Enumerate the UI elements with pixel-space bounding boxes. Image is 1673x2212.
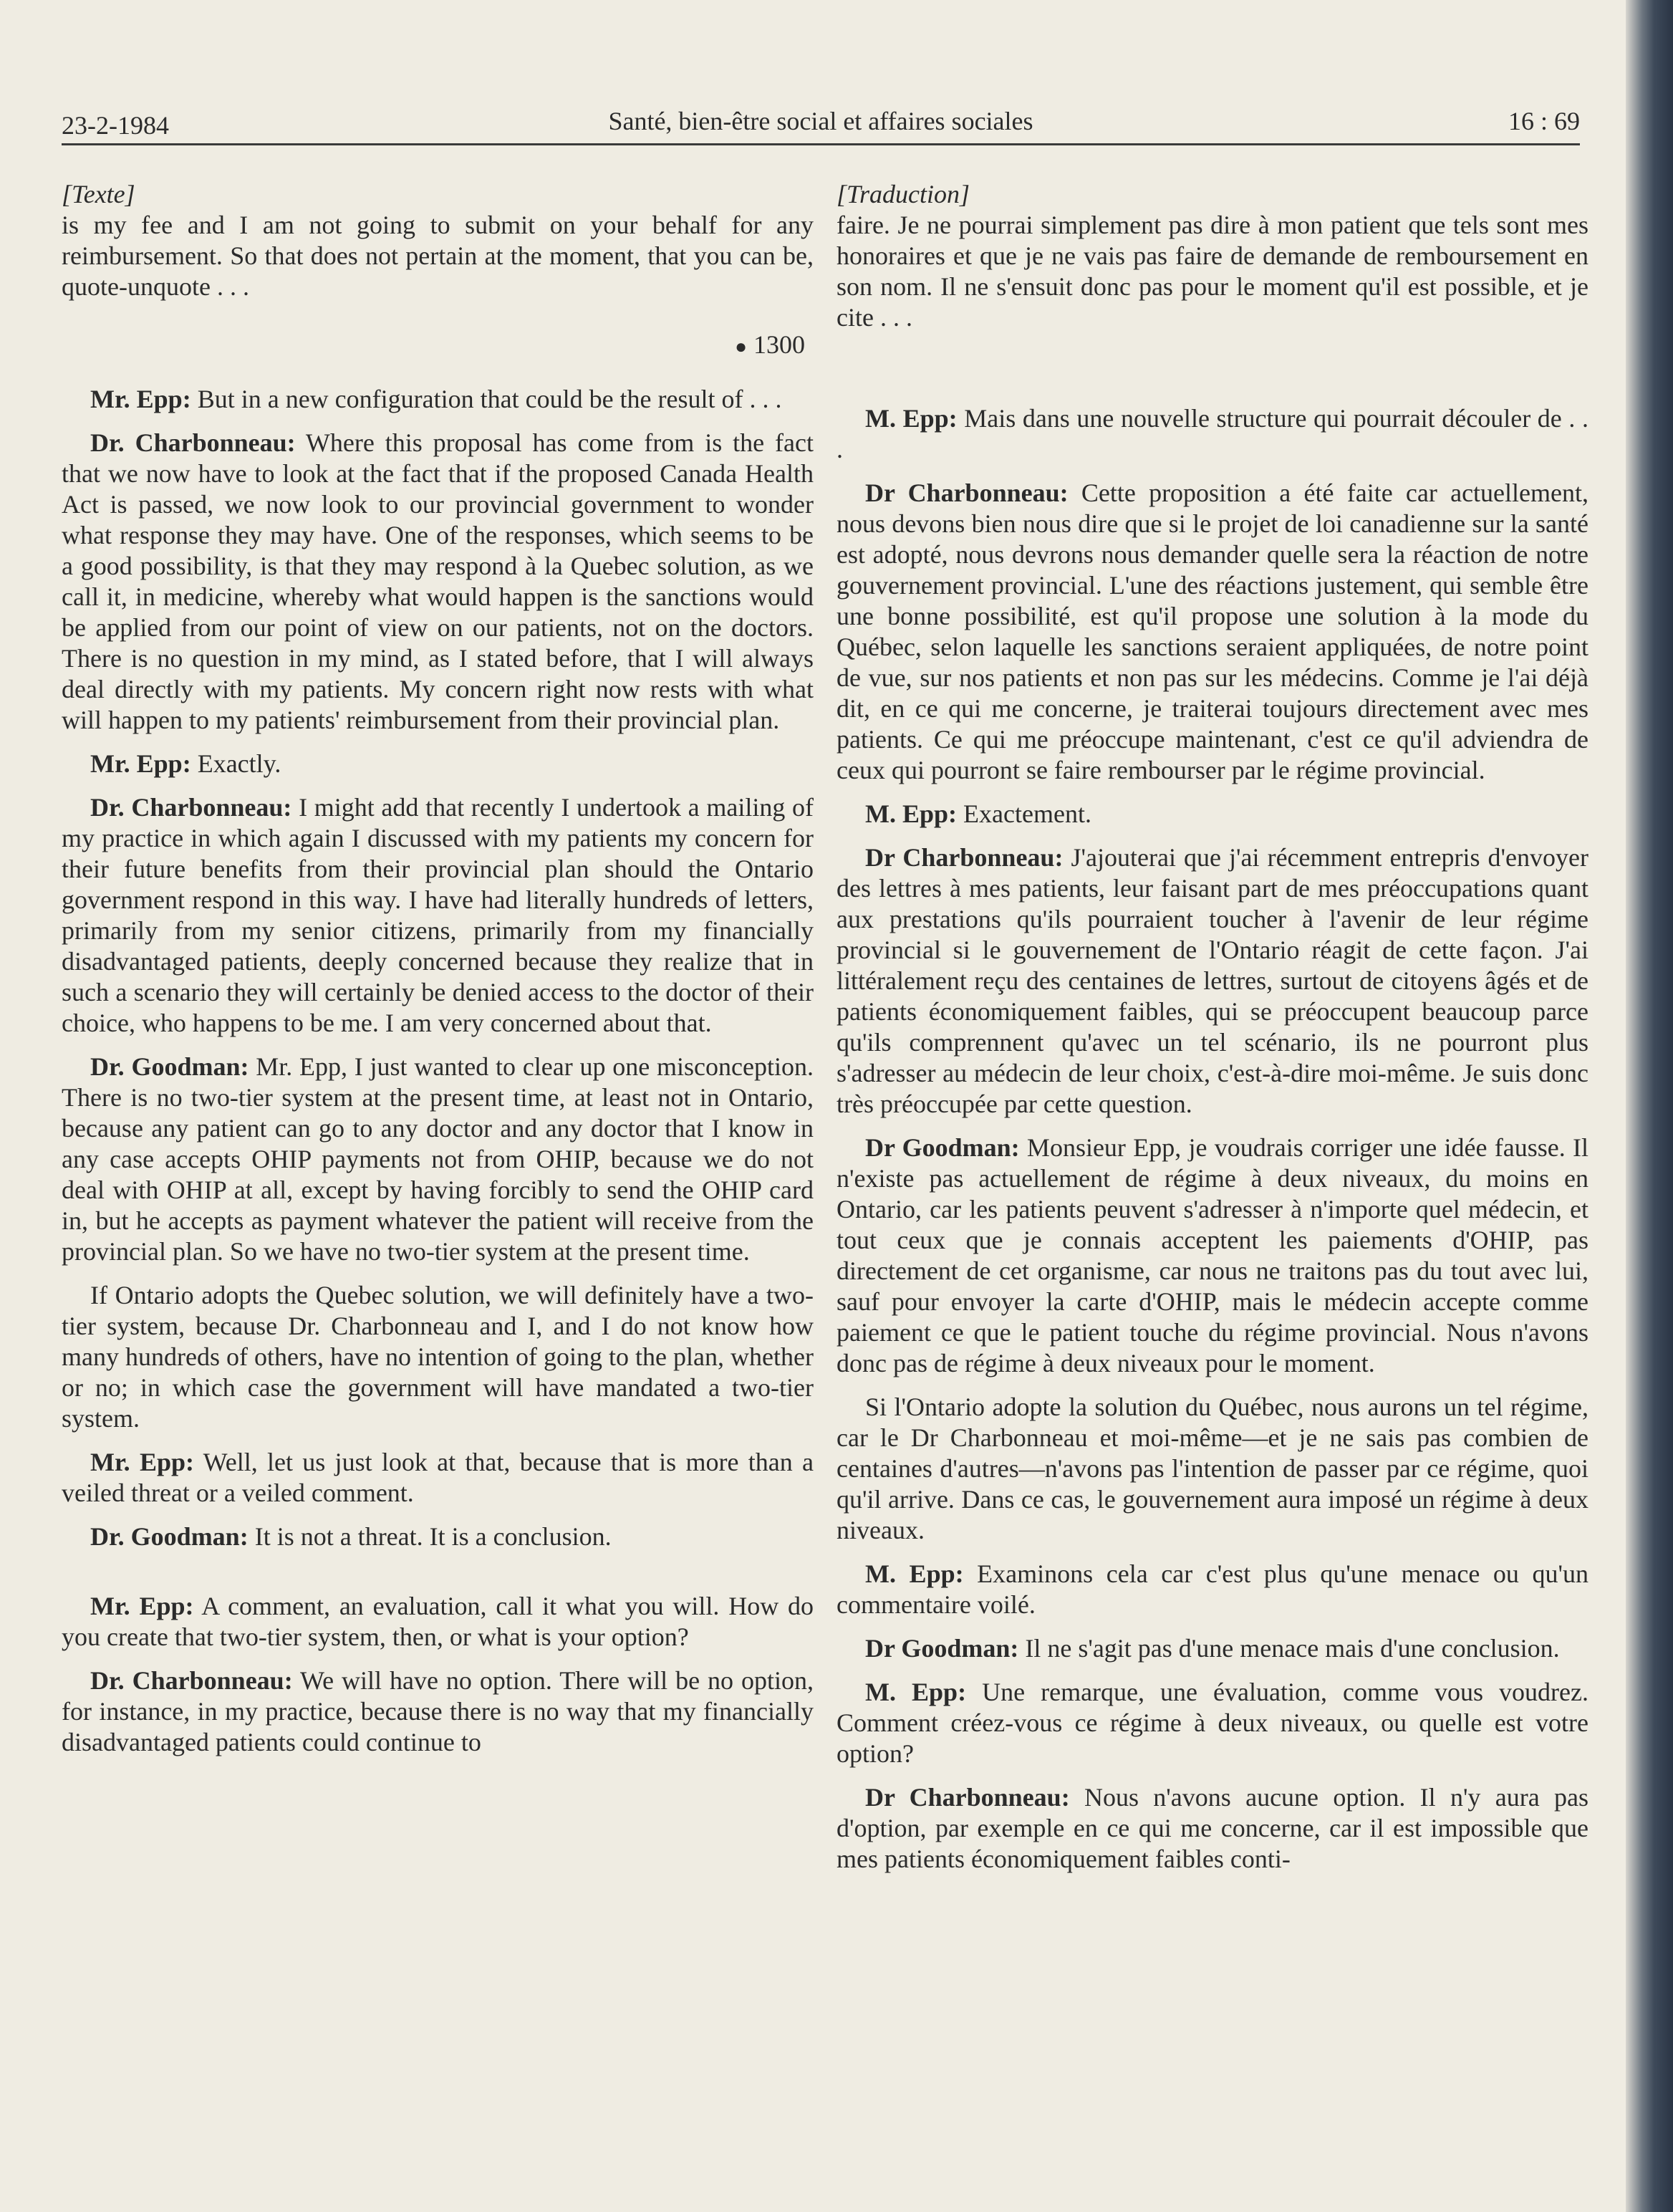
header-page-number: 16 : 69 (1508, 107, 1580, 135)
speaker-name: M. Epp: (865, 799, 958, 828)
speech-text: Where this proposal has come from is the fact that we now have to look at the fact that if the proposed Canada Health Act is passed, we now look to our provincial government to wonder what response they may have. One of the responses, which seems to be a good possibility, is that they may respond à la Quebec solution, as we call it, in medicine, whereby what would happen is the sanctions would be applied from our point of view on our patients, not on the doctors. There is no question in my mind, as I stated before, that I will always deal directly with my patients. My concern right now rests with what will happen to my patients' reimbursement from their provincial plan. (62, 428, 814, 734)
speaker-name: Dr. Goodman: (90, 1522, 249, 1551)
speaker-name: Mr. Epp: (90, 385, 191, 413)
speech-text: J'ajouterai que j'ai récemment entrepris d'envoyer des lettres à mes patients, leur faisant part de mes préoccupations quant aux prestations qu'ils pourraient toucher à l'avenir de leur régime provincial si le gouvernement de l'Ontario réagit de cette façon. J'ai littéralement reçu des centaines de lettres, surtout de citoyens âgés et de patients économiquement faibles, qui se préoccupent beaucoup parce qu'ils comprennent qu'avec un tel scénario, ils ne pourront plus s'adresser au médecin de leur choix, c'est-à-dire moi-même. Je suis donc très préoccupée par cette question. (836, 843, 1588, 1118)
speech-paragraph (836, 478, 1588, 786)
speech-paragraph (836, 1633, 1588, 1664)
speech-text: Monsieur Epp, je voudrais corriger une idée fausse. Il n'existe pas actuellement de régime à deux niveaux, du moins en Ontario, car les patients peuvent s'adresser à n'importe quel médecin, et tout ceux que je connais acceptent les paiements d'OHIP, pas directement de cet organisme, car nous ne traitons pas du tout avec lui, sauf pour envoyer la carte d'OHIP, mais le médecin accepte comme paiement ce que le patient touche du régime provincial. Nous n'avons donc pas de régime à deux niveaux pour le moment. (836, 1133, 1588, 1377)
intro-paragraph: faire. Je ne pourrai simplement pas dire à mon patient que tels sont mes honoraires et que je ne vais pas faire de demande de remboursement en son nom. Il ne s'ensuit donc pas pour le moment qu'il est possible, et je cite . . . (836, 211, 1588, 332)
intro-paragraph: is my fee and I am not going to submit on your behalf for any reimbursement. So that does not pertain at the moment, that you can be, quote-unquote . . . (62, 211, 814, 301)
speech-paragraph (836, 842, 1588, 1120)
speech-text: Mais dans une nouvelle structure qui pourrait découler de . . . (836, 404, 1588, 463)
speech-text: Une remarque, une évaluation, comme vous voudrez. Comment créez-vous ce régime à deux niveaux, ou quelle est votre option? (836, 1678, 1588, 1768)
speech-text: Il ne s'agit pas d'une menace mais d'une conclusion. (1018, 1634, 1560, 1663)
speech-text: Si l'Ontario adopte la solution du Québec, nous aurons un tel régime, car le Dr Charbonneau et moi-même—et je ne sais pas combien de centaines d'autres—n'avons pas l'intention de passer par ce régime, quoi qu'il arrive. Dans ce cas, le gouvernement aura imposé un régime à deux niveaux. (836, 1393, 1588, 1544)
spacer (62, 1565, 814, 1591)
header-title: Santé, bien-être social et affaires sociales (608, 107, 1033, 135)
speech-paragraph (62, 428, 814, 736)
speaker-name: M. Epp: (865, 1678, 967, 1706)
translation-label: [Traduction] (836, 180, 970, 208)
speech-paragraph (62, 1665, 814, 1758)
speech-text: Exactement. (957, 799, 1091, 828)
speaker-name: Dr. Charbonneau: (90, 1666, 293, 1695)
bullet-icon: ● (735, 336, 747, 358)
speaker-name: M. Epp: (865, 1559, 964, 1588)
speaker-name: Mr. Epp: (90, 1448, 194, 1476)
speech-text: Nous n'avons aucune option. Il n'y aura pas d'option, par exemple en ce qui me concerne, car il est impossible que mes patients économiquement faibles conti- (836, 1783, 1588, 1873)
speaker-name: Mr. Epp: (90, 1592, 194, 1620)
book-edge (1626, 0, 1673, 2212)
speech-paragraph (62, 1447, 814, 1509)
speaker-name: Dr. Charbonneau: (90, 428, 296, 457)
left-column (62, 179, 814, 1771)
speech-paragraph (62, 1052, 814, 1267)
time-marker-value: 1300 (753, 330, 805, 359)
speech-text: Examinons cela car c'est plus qu'une menace ou qu'un commentaire voilé. (836, 1559, 1588, 1619)
speaker-name: Dr. Charbonneau: (90, 793, 292, 822)
header-date: 23-2-1984 (62, 111, 169, 140)
speech-text: It is not a threat. It is a conclusion. (248, 1522, 612, 1551)
speaker-name: M. Epp: (865, 404, 958, 433)
speech-paragraph (836, 1677, 1588, 1769)
speech-text: Cette proposition a été faite car actuellement, nous devons bien nous dire que si le projet de loi canadienne sur la santé est adopté, nous devrons nous demander quelle sera la réaction de notre gouvernement provincial. L'une des réactions justement, qui semble être une bonne possibilité, est qu'il propose une solution à la mode du Québec, selon laquelle les sanctions seraient appliquées, de notre point de vue, sur nos patients et non pas sur les médecins. Comme je l'ai déjà dit, en ce qui me concerne, je traiterai toujours directement avec mes patients. Ce qui me préoccupe maintenant, c'est ce qu'il adviendra de ceux qui pourront se faire rembourser par le régime provincial. (836, 479, 1588, 784)
speech-paragraph (836, 1392, 1588, 1546)
speaker-name: Dr Goodman: (865, 1634, 1019, 1663)
speech-paragraph (836, 1782, 1588, 1875)
speaker-name: Dr Charbonneau: (865, 479, 1069, 507)
speech-text: I might add that recently I undertook a mailing of my practice in which again I discussed with my patients my concern for their future benefits from their provincial plan should the Ontario government respond in this way. I have had literally hundreds of letters, primarily from my senior citizens, primarily from my financially disadvantaged patients, deeply concerned because they realize that in such a scenario they will certainly be denied access to the doctor of their choice, who happens to be me. I am very concerned about that. (62, 793, 814, 1037)
speaker-name: Dr Goodman: (865, 1133, 1020, 1162)
speaker-name: Dr Charbonneau: (865, 1783, 1070, 1812)
speech-paragraph (836, 403, 1588, 465)
speech-text: A comment, an evaluation, call it what you will. How do you create that two-tier system, then, or what is your option? (62, 1592, 814, 1651)
speech-paragraph (62, 749, 814, 779)
speech-text: Exactly. (191, 749, 281, 778)
speech-paragraph (836, 799, 1588, 830)
speaker-name: Dr Charbonneau: (865, 843, 1064, 872)
speech-text: But in a new configuration that could be the result of . . . (191, 385, 782, 413)
speaker-name: Mr. Epp: (90, 749, 191, 778)
speech-paragraph (62, 792, 814, 1039)
speech-text: Well, let us just look at that, because that is more than a veiled threat or a veiled comment. (62, 1448, 814, 1507)
speech-paragraph (836, 1133, 1588, 1379)
right-column (836, 179, 1588, 1888)
speech-text: If Ontario adopts the Quebec solution, we will definitely have a two-tier system, because Dr. Charbonneau and I, and I do not know how many hundreds of others, have no intention of going to the plan, whether or no; in which case the government will have mandated a two-tier system. (62, 1281, 814, 1433)
spacer (836, 346, 1588, 403)
speech-text: We will have no option. There will be no option, for instance, in my practice, because there is no way that my financially disadvantaged patients could continue to (62, 1666, 814, 1756)
speech-paragraph (836, 1559, 1588, 1620)
speech-paragraph (62, 1591, 814, 1653)
text-label: [Texte] (62, 180, 135, 208)
speech-paragraph (62, 384, 814, 415)
speech-paragraph (62, 1521, 814, 1552)
speech-text: Mr. Epp, I just wanted to clear up one misconception. There is no two-tier system at the present time, at least not in Ontario, because any patient can go to any doctor and any doctor that I know in any case accepts OHIP payments not from OHIP, because we do not deal with OHIP at all, except by having forcibly to send the OHIP card in, but he accepts as payment whatever the patient will receive from the provincial plan. So we have no two-tier system at the present time. (62, 1052, 814, 1266)
page-header (62, 106, 1580, 145)
speech-paragraph (62, 1280, 814, 1434)
speaker-name: Dr. Goodman: (90, 1052, 249, 1081)
time-marker (62, 330, 814, 362)
